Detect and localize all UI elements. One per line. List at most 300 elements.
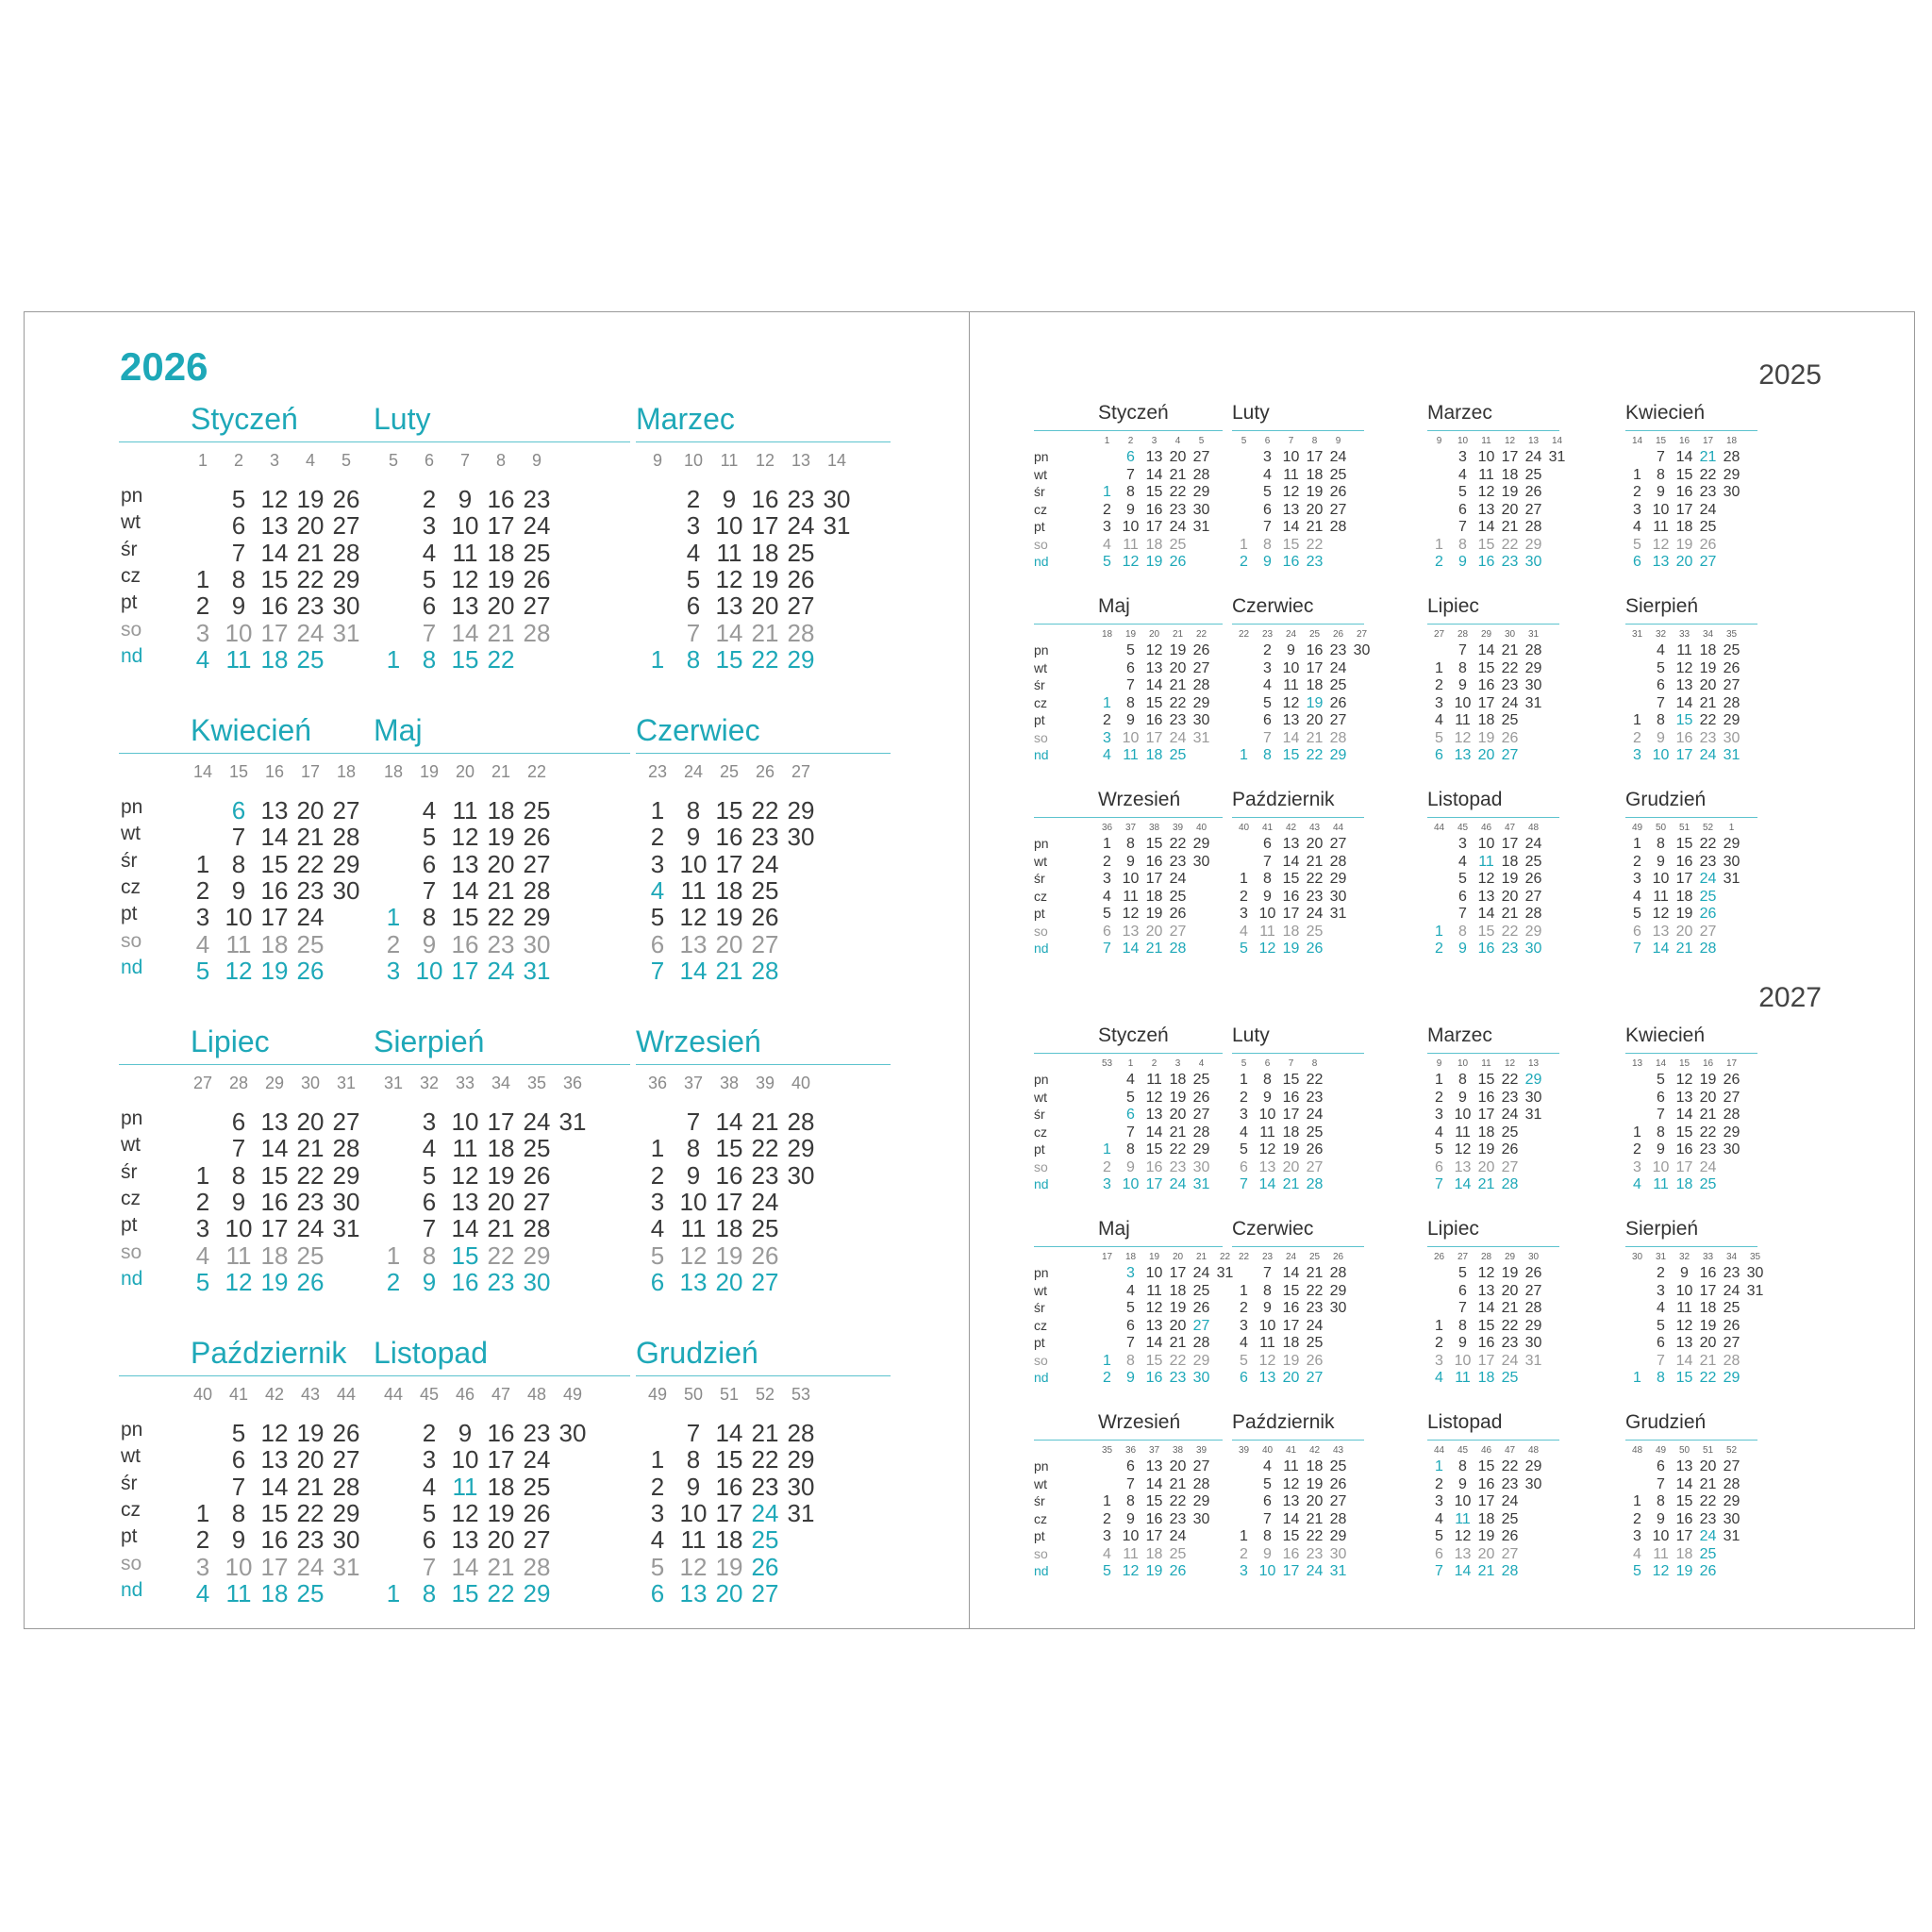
week-number: 48 [1631,1445,1643,1456]
week-number: 43 [300,1385,321,1404]
day-cell: 10 [1454,694,1472,711]
day-cell: 21 [1501,1300,1519,1316]
day-cell: 25 [1169,747,1187,763]
day-cell: 22 [1501,1317,1519,1334]
day-cell: 16 [1675,1141,1693,1158]
day-cell: 8 [1458,659,1467,676]
day-cell: 17 [1501,836,1519,852]
month-rule [1427,430,1559,431]
day-cell: 10 [679,1187,708,1216]
week-number: 43 [1332,1445,1344,1456]
day-cell: 30 [1524,1335,1542,1351]
day-cell: 15 [1675,1493,1693,1509]
day-cell: 6 [1458,1282,1467,1299]
day-cell: 21 [751,618,779,647]
day-cell: 16 [1145,712,1163,728]
day-cell: 8 [1458,1072,1467,1088]
day-cell: 10 [225,1214,253,1243]
day-cell: 11 [1123,747,1139,763]
day-cell: 2 [1240,1300,1248,1316]
day-cell: 23 [1501,941,1519,957]
day-cell: 16 [487,485,515,513]
month-rule [1034,1440,1223,1441]
day-cell: 21 [1306,1510,1324,1527]
weekday-label: pt [1034,519,1045,534]
day-cell: 4 [1633,1545,1641,1562]
day-cell: 16 [1675,729,1693,746]
week-number: 1 [197,451,208,470]
day-cell: 5 [650,903,665,932]
day-cell: 4 [1263,677,1272,693]
day-cell: 9 [686,823,701,852]
day-cell: 6 [1458,888,1467,905]
day-cell: 26 [751,1241,779,1270]
day-cell: 4 [686,538,701,567]
day-cell: 13 [1477,501,1495,518]
day-cell: 15 [451,1241,479,1270]
day-cell: 5 [1240,941,1248,957]
day-cell: 28 [1501,1176,1519,1192]
day-cell: 15 [1675,1370,1693,1386]
weekday-label: so [121,1241,142,1263]
day-cell: 2 [650,1160,665,1190]
week-number: 26 [1433,1252,1445,1262]
month-rule [1232,1246,1364,1247]
weekday-label: so [1034,1352,1048,1368]
month-block [1427,1024,1559,1204]
day-cell: 18 [1675,888,1693,905]
weekday-label: cz [1034,1124,1047,1140]
month-rule [374,441,630,442]
month-block [636,1336,891,1619]
week-number: 5 [341,451,351,470]
day-cell: 11 [225,1241,252,1270]
day-cell: 17 [487,511,515,541]
day-cell: 8 [1126,836,1135,852]
day-cell: 13 [1477,888,1495,905]
day-cell: 15 [1477,1317,1495,1334]
day-cell: 17 [1145,1176,1163,1192]
weekday-label: so [1034,923,1048,939]
day-cell: 29 [1723,836,1740,852]
day-cell: 23 [751,1472,779,1501]
day-cell: 7 [1126,1335,1135,1351]
weekday-label: wt [1034,853,1047,869]
day-cell: 2 [1435,677,1443,693]
day-cell: 1 [195,1498,210,1527]
weekday-label: so [1034,536,1048,552]
day-cell: 12 [1145,642,1163,658]
weekday-label: śr [121,1472,138,1494]
month-rule [1625,1053,1757,1054]
day-cell: 17 [1477,1493,1495,1509]
day-cell: 5 [1126,1089,1135,1106]
day-cell: 5 [195,1267,210,1296]
day-cell: 8 [1263,1282,1272,1299]
day-cell: 2 [195,875,210,905]
month-rule [1034,430,1223,431]
day-cell: 8 [1126,1493,1135,1509]
month-rule [119,1064,374,1065]
day-cell: 1 [1103,1141,1111,1158]
weekday-label: nd [121,956,143,978]
day-cell: 11 [1455,1370,1471,1386]
day-cell: 15 [1675,466,1693,483]
day-cell: 17 [1145,871,1163,887]
day-cell: 8 [231,849,246,878]
day-cell: 24 [487,956,515,985]
day-cell: 16 [1145,1158,1163,1175]
day-cell: 18 [1282,923,1300,940]
day-cell: 12 [1652,1563,1670,1579]
day-cell: 8 [1458,923,1467,940]
month-rule [1034,1246,1223,1247]
day-cell: 1 [1103,1493,1111,1509]
day-cell: 26 [751,903,779,932]
month-rule [1034,624,1223,625]
day-cell: 20 [1306,836,1324,852]
day-cell: 10 [1258,1107,1276,1123]
day-cell: 17 [1145,519,1163,535]
week-number: 40 [791,1074,811,1092]
week-number: 24 [1285,1252,1297,1262]
day-cell: 9 [231,1525,246,1555]
day-cell: 9 [1458,677,1467,693]
day-cell: 15 [1477,923,1495,940]
month-name: Maj [1098,595,1130,617]
day-cell: 22 [1699,836,1717,852]
day-cell: 24 [1524,836,1542,852]
day-cell: 16 [715,1472,743,1501]
day-cell: 9 [1657,1510,1665,1527]
day-cell: 20 [715,929,743,958]
day-cell: 18 [1145,1545,1163,1562]
day-cell: 28 [1192,1475,1210,1492]
day-cell: 15 [715,796,743,824]
day-cell: 22 [751,1445,779,1474]
day-cell: 6 [1126,1317,1135,1334]
month-rule [636,1375,891,1376]
day-cell: 4 [1240,1124,1248,1141]
week-number: 18 [1101,629,1113,640]
day-cell: 27 [523,1525,551,1555]
day-cell: 22 [1169,484,1187,500]
weekday-label: so [1034,1545,1048,1561]
day-cell: 10 [1652,501,1670,518]
day-cell: 28 [1723,1475,1740,1492]
day-cell: 13 [1454,1158,1472,1175]
day-cell: 30 [1192,1510,1210,1527]
day-cell: 25 [523,796,551,824]
day-cell: 30 [558,1419,587,1447]
day-cell: 29 [523,903,551,932]
weekday-label: wt [1034,659,1047,675]
week-number: 44 [1433,1445,1445,1456]
week-number: 13 [1527,1058,1540,1069]
day-cell: 28 [1524,642,1542,658]
day-cell: 11 [225,929,252,958]
day-cell: 28 [523,1552,551,1581]
day-cell: 14 [1675,449,1693,465]
day-cell: 19 [1675,1563,1693,1579]
day-cell: 26 [1723,659,1740,676]
week-number: 18 [383,762,404,781]
day-cell: 23 [487,1267,515,1296]
week-number: 49 [1655,1445,1667,1456]
day-cell: 19 [1699,1072,1717,1088]
day-cell: 22 [1306,1282,1324,1299]
day-cell: 30 [1524,941,1542,957]
day-cell: 10 [1652,1528,1670,1544]
day-cell: 7 [422,1552,437,1581]
month-block [636,1024,891,1307]
day-cell: 2 [1633,853,1641,870]
month-block [1034,1411,1223,1591]
week-number: 36 [647,1074,668,1092]
day-cell: 25 [1501,712,1519,728]
day-cell: 27 [1306,1158,1324,1175]
weekday-label: so [121,618,142,641]
week-number: 5 [1241,1058,1247,1069]
day-cell: 11 [680,1525,707,1555]
day-cell: 28 [1723,1107,1740,1123]
week-number: 30 [1631,1252,1643,1262]
week-number: 53 [791,1385,811,1404]
week-number: 34 [1702,629,1714,640]
day-cell: 2 [1103,1370,1111,1386]
month-rule [1232,624,1364,625]
day-cell: 24 [1306,1563,1324,1579]
day-cell: 18 [1169,1282,1187,1299]
week-number: 10 [1457,1058,1469,1069]
day-cell: 12 [260,1419,289,1447]
day-cell: 25 [1306,923,1324,940]
week-number: 22 [1219,1252,1231,1262]
day-cell: 18 [1145,536,1163,553]
day-cell: 23 [751,1160,779,1190]
day-cell: 14 [1454,1176,1472,1192]
day-cell: 20 [1477,1158,1495,1175]
week-number: 28 [1480,1252,1492,1262]
week-number: 11 [1481,1058,1491,1069]
day-cell: 28 [332,1472,360,1501]
day-cell: 19 [1675,536,1693,553]
day-cell: 26 [296,1267,325,1296]
week-number: 14 [826,451,847,470]
day-cell: 26 [1501,729,1519,746]
day-cell: 27 [332,796,360,824]
day-cell: 10 [1454,1352,1472,1369]
day-cell: 16 [1477,941,1495,957]
week-number: 49 [647,1385,668,1404]
month-name: Listopad [374,1336,488,1370]
day-cell: 29 [1524,1317,1542,1334]
day-cell: 26 [1524,871,1542,887]
day-cell: 24 [1306,906,1324,922]
day-cell: 11 [1259,923,1275,940]
day-cell: 14 [679,956,708,985]
weekday-label: cz [121,875,141,898]
month-rule [1625,817,1757,818]
day-cell: 20 [1169,1458,1187,1474]
weekday-label: pt [1034,712,1045,727]
day-cell: 27 [1501,1158,1519,1175]
day-cell: 6 [1126,1107,1135,1123]
day-cell: 16 [1477,554,1495,570]
day-cell: 31 [1216,1265,1234,1281]
day-cell: 7 [1458,1300,1467,1316]
day-cell: 9 [1657,484,1665,500]
day-cell: 19 [1306,1475,1324,1492]
day-cell: 5 [1657,1317,1665,1334]
day-cell: 21 [1306,853,1324,870]
day-cell: 3 [1633,1158,1641,1175]
week-number: 21 [491,762,511,781]
day-cell: 3 [422,1108,437,1136]
month-block [1034,1024,1223,1204]
day-cell: 4 [1657,642,1665,658]
day-cell: 21 [715,956,743,985]
day-cell: 13 [1282,501,1300,518]
week-number: 27 [791,762,811,781]
month-rule [1427,817,1559,818]
day-cell: 5 [1126,642,1135,658]
day-cell: 4 [195,644,210,674]
day-cell: 15 [1477,659,1495,676]
day-cell: 27 [751,1578,779,1607]
day-cell: 6 [1435,747,1443,763]
day-cell: 16 [1282,1089,1300,1106]
day-cell: 12 [1122,554,1140,570]
day-cell: 28 [1501,1563,1519,1579]
week-number: 23 [1261,1252,1274,1262]
day-cell: 14 [1145,677,1163,693]
day-cell: 19 [487,1160,515,1190]
day-cell: 1 [650,1134,665,1163]
day-cell: 4 [422,1472,437,1501]
weekday-label: pn [121,796,143,818]
week-number: 9 [652,451,662,470]
month-rule [1232,1440,1364,1441]
day-cell: 11 [1478,466,1494,483]
day-cell: 7 [1103,941,1111,957]
day-cell: 10 [225,903,253,932]
day-cell: 30 [787,823,815,852]
day-cell: 24 [296,1552,325,1581]
month-name: Lipiec [191,1024,270,1058]
day-cell: 3 [1263,449,1272,465]
day-cell: 24 [1501,1493,1519,1509]
day-cell: 30 [787,1472,815,1501]
day-cell: 8 [422,644,437,674]
day-cell: 22 [1169,1493,1187,1509]
day-cell: 23 [296,591,325,621]
day-cell: 20 [1501,1282,1519,1299]
day-cell: 15 [1477,1458,1495,1474]
weekday-label: śr [1034,677,1045,692]
day-cell: 31 [1192,1176,1210,1192]
day-cell: 25 [787,538,815,567]
day-cell: 29 [787,796,815,824]
day-cell: 24 [1723,1282,1740,1299]
day-cell: 22 [751,644,779,674]
day-cell: 14 [1477,1300,1495,1316]
day-cell: 3 [650,1187,665,1216]
day-cell: 20 [1699,1089,1717,1106]
day-cell: 7 [1126,1475,1135,1492]
day-cell: 21 [1169,677,1187,693]
day-cell: 21 [296,823,325,852]
month-name: Maj [374,713,423,747]
day-cell: 30 [1524,1089,1542,1106]
week-number: 52 [1725,1445,1738,1456]
day-cell: 9 [231,1187,246,1216]
day-cell: 5 [1657,1072,1665,1088]
day-cell: 9 [1263,888,1272,905]
week-number: 13 [1631,1058,1643,1069]
day-cell: 15 [451,903,479,932]
day-cell: 20 [296,1108,325,1136]
day-cell: 18 [487,1134,515,1163]
day-cell: 10 [1122,519,1140,535]
week-number: 50 [683,1385,704,1404]
weekday-label: pt [1034,1528,1045,1543]
week-number: 30 [300,1074,321,1092]
day-cell: 6 [422,1187,437,1216]
week-number: 52 [755,1385,775,1404]
month-rule [1232,430,1364,431]
day-cell: 25 [1501,1510,1519,1527]
week-number: 51 [1678,823,1690,833]
week-number: 17 [1702,436,1714,446]
day-cell: 27 [1329,1493,1347,1509]
day-cell: 27 [1306,1370,1324,1386]
day-cell: 4 [422,1134,437,1163]
day-cell: 31 [1548,449,1566,465]
day-cell: 21 [1169,1124,1187,1141]
day-cell: 29 [787,644,815,674]
day-cell: 31 [1746,1282,1764,1299]
day-cell: 4 [1435,1124,1443,1141]
day-cell: 1 [650,644,665,674]
day-cell: 6 [231,511,246,541]
day-cell: 25 [1306,1335,1324,1351]
day-cell: 10 [1477,836,1495,852]
day-cell: 10 [1282,659,1300,676]
day-cell: 20 [1501,888,1519,905]
day-cell: 16 [1477,1335,1495,1351]
day-cell: 5 [1126,1300,1135,1316]
day-cell: 9 [1263,1545,1272,1562]
week-number: 9 [1335,436,1341,446]
day-cell: 16 [1699,1265,1717,1281]
day-cell: 3 [1240,906,1248,922]
day-cell: 13 [1477,1282,1495,1299]
day-cell: 4 [1633,888,1641,905]
weekday-label: nd [121,644,143,667]
day-cell: 16 [1675,484,1693,500]
day-cell: 10 [225,1552,253,1581]
day-cell: 13 [1258,1158,1276,1175]
day-cell: 9 [1458,554,1467,570]
week-number: 49 [562,1385,583,1404]
day-cell: 19 [1675,906,1693,922]
month-block [1625,1024,1757,1204]
day-cell: 13 [679,1267,708,1296]
day-cell: 17 [751,511,779,541]
day-cell: 13 [260,511,289,541]
day-cell: 20 [487,1187,515,1216]
